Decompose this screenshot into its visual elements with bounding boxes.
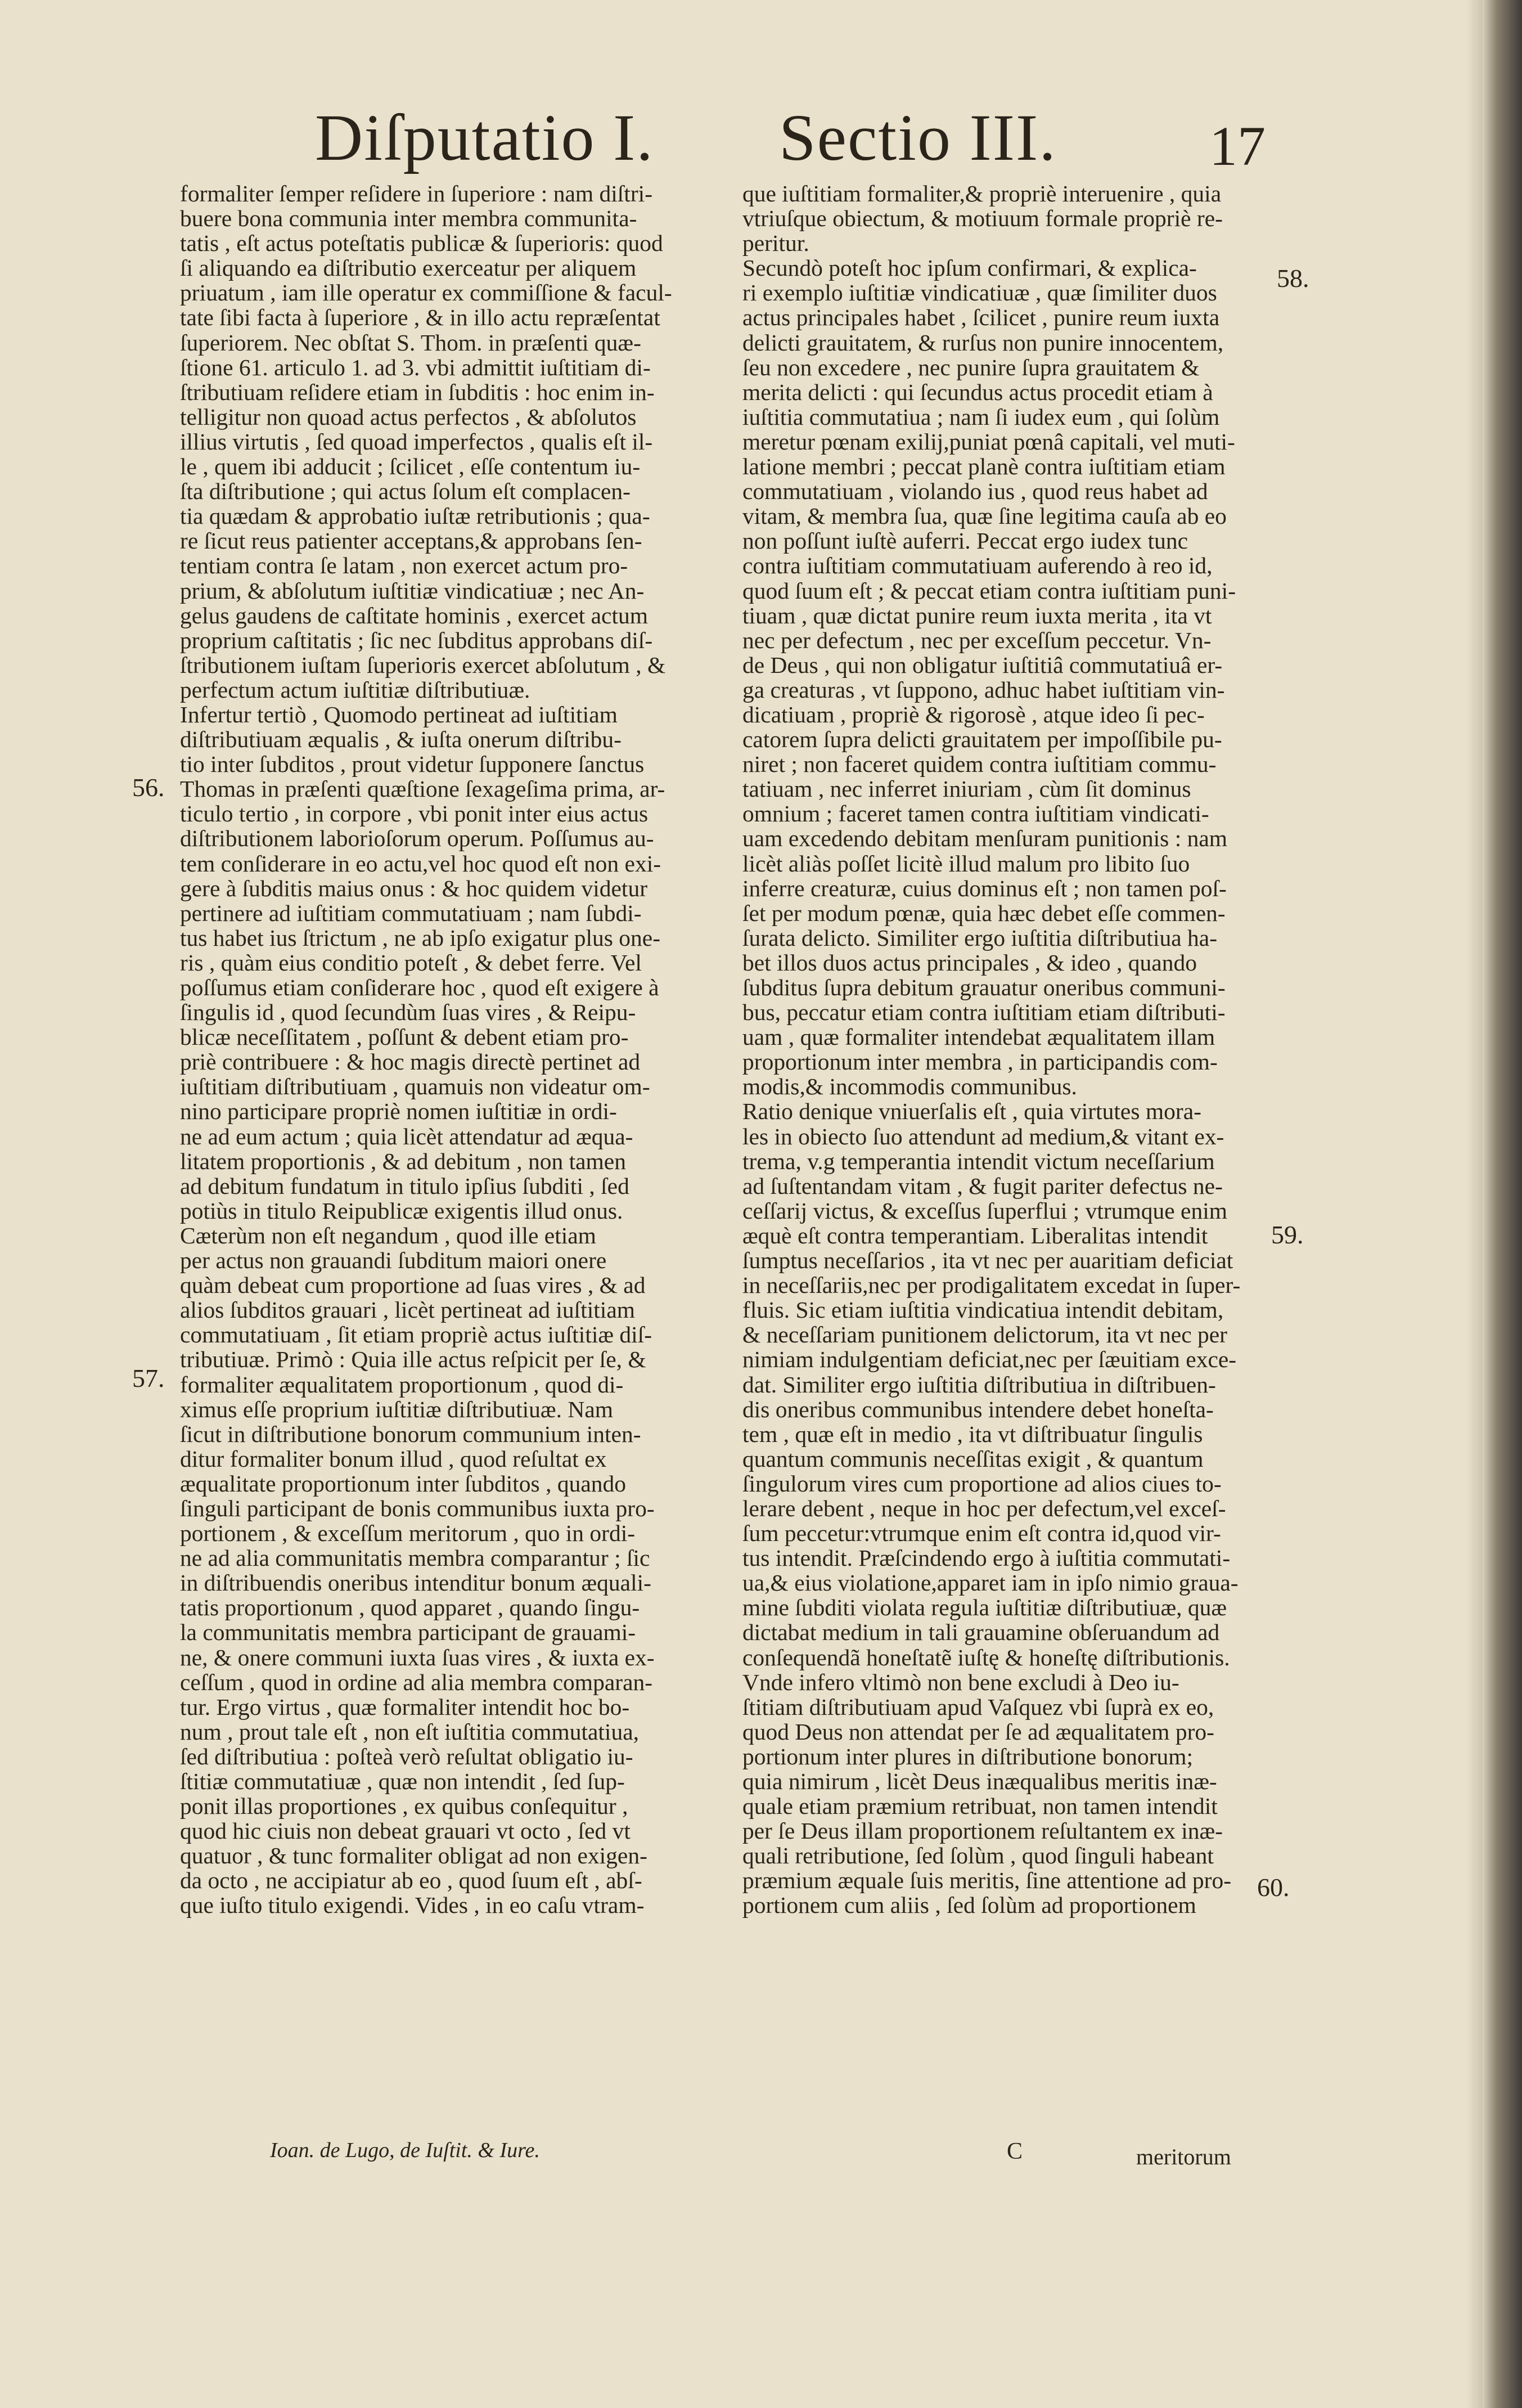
text-line: tributiuæ. Primò : Quia ille actus reſpicit per ſe, & [180,1346,646,1373]
text-line: quod ſuum eſt ; & peccat etiam contra iuſtitiam puni- [742,577,1236,604]
margin-number-58: 58. [1277,264,1309,293]
text-line: quatuor , & tunc formaliter obligat ad non exigen- [180,1843,647,1869]
text-line: in neceſſariis,nec per prodigalitatem excedat in ſuper- [742,1272,1241,1299]
text-line: perfectum actum iuſtitiæ diſtributiuæ. [180,676,530,703]
text-line: tate ſibi facta à ſuperiore , & in illo actu repræſentat [180,304,660,331]
text-line: tem conſiderare in eo actu,vel hoc quod eſt non exi- [180,850,661,877]
text-line: non poſſunt iuſtè auferri. Peccat ergo iudex tunc [742,528,1188,554]
text-line: litatem proportionis , & ad debitum , non tamen [180,1148,626,1174]
text-line: dicatiuam , propriè & rigorosè , atque ideo ſi pec- [742,701,1205,727]
text-line: ne, & onere communi iuxta ſuas vires , & iuxta ex- [180,1644,655,1670]
text-line: trema, v.g temperantia intendit victum neceſſarium [742,1148,1215,1174]
book-gutter [1483,0,1522,2408]
header-sectio: Sectio III. [779,101,1057,174]
text-line: buere bona communia inter membra communita- [180,205,637,232]
text-line: ticulo tertio , in corpore , vbi ponit inter eius actus [180,801,649,827]
text-line: Ratio denique vniuerſalis eſt , quia virtutes mora- [742,1098,1201,1125]
text-line: pertinere ad iuſtitiam commutatiuam ; nam ſubdi- [180,900,642,926]
text-line: gelus gaudens de caſtitate hominis , exercet actum [180,602,649,628]
text-line: mine ſubditi violata regula iuſtitiæ diſtributiuæ, quæ [742,1594,1227,1621]
text-line: ſinguli participant de bonis communibus iuxta pro- [180,1495,655,1521]
text-line: tio inter ſubditos , prout videtur ſupponere ſanctus [180,751,645,778]
margin-number-60: 60. [1257,1873,1290,1902]
signature-mark: C [1007,2139,1023,2164]
text-line: æqualitate proportionum inter ſubditos , quando [180,1470,626,1497]
text-line: niret ; non faceret quidem contra iuſtitiam commu- [742,751,1217,778]
text-line: ad debitum fundatum in titulo ipſius ſubditi , ſed [180,1172,629,1199]
text-line: tem , quæ eſt in medio , ita vt diſtribuatur ſingulis [742,1421,1203,1447]
text-line: poſſumus etiam conſiderare hoc , quod eſt exigere à [180,974,659,1000]
text-line: ua,& eius violatione,apparet iam in ipſo nimio graua- [742,1570,1239,1596]
text-line: ſtitiam diſtributiuam apud Vaſquez vbi ſuprà ex eo, [742,1693,1214,1720]
text-line: bus, peccatur etiam contra iuſtitiam etiam diſtributi- [742,999,1226,1026]
text-line: tiuam , quæ dictat punire reum iuxta merita , ita vt [742,602,1212,628]
text-line: la communitatis membra participant de grauami- [180,1619,636,1646]
text-line: modis,& incommodis communibus. [742,1073,1077,1100]
text-line: priè contribuere : & hoc magis directè pertinet ad [180,1049,641,1075]
text-line: Vnde infero vltimò non bene excludi à Deo iu- [742,1669,1179,1695]
text-line: les in obiecto ſuo attendunt ad medium,& vitant ex- [742,1123,1224,1149]
text-line: ponit illas proportiones , ex quibus conſequitur , [180,1793,628,1820]
text-line: ſeu non excedere , nec punire ſupra grauitatem & [742,354,1200,380]
text-line: delicti grauitatem, & rurſus non punire innocentem, [742,329,1224,356]
text-line: portionem cum aliis , ſed ſolùm ad proportionem [742,1892,1196,1919]
text-line: quàm debeat cum proportione ad ſuas vires , & ad [180,1272,646,1299]
text-line: da octo , ne accipiatur ab eo , quod ſuum eſt , abſ- [180,1867,642,1894]
header-disputatio: Diſputatio I. [315,101,654,174]
text-line: ſed diſtributiua : poſteà verò reſultat obligatio iu- [180,1743,633,1769]
text-line: ſingulis id , quod ſecundùm ſuas vires , & Reipu- [180,999,636,1026]
margin-number-57: 57. [132,1364,165,1392]
text-line: commutatiuam , violando ius , quod reus habet ad [742,478,1208,505]
text-line: diſtributionem laborioſorum operum. Poſſumus au- [180,825,654,852]
text-line: ri exemplo iuſtitiæ vindicatiuæ , quæ ſimiliter duos [742,280,1217,306]
text-line: Thomas in præſenti quæſtione ſexageſima prima, ar- [180,776,665,802]
text-line: ſicut in diſtributione bonorum communium inten- [180,1421,641,1447]
text-line: proprium caſtitatis ; ſic nec ſubditus approbans diſ- [180,627,653,653]
text-line: diſtributiuam æqualis , & iuſta onerum diſtribu- [180,726,622,753]
running-header [0,98,1485,188]
text-line: tus habet ius ſtrictum , ne ab ipſo exigatur plus one- [180,924,661,951]
left-text-column [180,181,720,1918]
text-line: tatis , eſt actus poteſtatis publicæ & ſuperioris: quod [180,230,663,257]
text-line: re ſicut reus patienter acceptans,& approbans ſen- [180,528,642,554]
text-line: dat. Similiter ergo iuſtitia diſtributiua in diſtribuen- [742,1371,1216,1398]
text-line: illius virtutis , ſed quoad imperfectos , qualis eſt il- [180,428,653,455]
catchword: meritorum [1136,2144,1231,2169]
text-line: in diſtribuendis oneribus intenditur bonum æquali- [180,1570,651,1596]
text-line: meretur pœnam exilij,puniat pœnâ capitali, vel muti- [742,428,1235,455]
text-line: catorem ſupra delicti grauitatem per impoſſibile pu- [742,726,1222,753]
text-line: nino participare propriè nomen iuſtitiæ in ordi- [180,1098,617,1125]
text-line: per ſe Deus illam proportionem reſultantem ex inæ- [742,1818,1223,1844]
text-line: ſta diſtributione ; qui actus ſolum eſt complacen- [180,478,631,505]
text-line: quia nimirum , licèt Deus inæqualibus meritis inæ- [742,1768,1217,1794]
text-line: tus intendit. Præſcindendo ergo à iuſtitia commutati- [742,1545,1231,1571]
text-line: num , prout tale eſt , non eſt iuſtitia commutatiua, [180,1718,639,1745]
text-line: quantum communis neceſſitas exigit , & quantum [742,1445,1204,1472]
text-line: licèt aliàs poſſet licitè illud malum pro libito ſuo [742,850,1190,877]
text-line: tatis proportionum , quod apparet , quando ſingu- [180,1594,640,1621]
text-line: ſi aliquando ea diſtributio exerceatur per aliquem [180,255,637,281]
text-line: blicæ neceſſitatem , poſſunt & debent etiam pro- [180,1024,629,1050]
text-line: peritur. [742,230,809,257]
text-line: dictabat medium in tali grauamine obſeruandum ad [742,1619,1220,1646]
text-line: priuatum , iam ille operatur ex commiſſione & facul- [180,280,672,306]
right-text-column [742,181,1260,1918]
text-line: præmium æquale ſuis meritis, ſine attentione ad pro- [742,1867,1232,1894]
text-line: æquè eſt contra temperantiam. Liberalitas intendit [742,1222,1208,1248]
text-line: omnium ; faceret tamen contra iuſtitiam vindicati- [742,801,1209,827]
text-line: ſurata delicto. Similiter ergo iuſtitia diſtributiua ha- [742,924,1218,951]
text-line: Infertur tertiò , Quomodo pertineat ad iuſtitiam [180,701,618,727]
text-line: tatiuam , nec inferret iniuriam , cùm ſit dominus [742,776,1191,802]
text-line: portionem , & exceſſum meritorum , quo in ordi- [180,1520,636,1547]
text-line: Secundò poteſt hoc ipſum confirmari, & explica- [742,255,1197,281]
text-line: vtriuſque obiectum, & motiuum formale propriè re- [742,205,1223,232]
text-line: actus principales habet , ſcilicet , punire reum iuxta [742,304,1220,331]
signature-line: Ioan. de Lugo, de Iuſtit. & Iure. [270,2139,540,2162]
text-line: latione membri ; peccat planè contra iuſtitiam etiam [742,453,1226,480]
text-line: potiùs in titulo Reipublicæ exigentis illud onus. [180,1197,623,1224]
text-line: formaliter æqualitatem proportionum , quod di- [180,1371,624,1398]
text-line: ſuperiorem. Nec obſtat S. Thom. in præſenti quæ- [180,329,641,356]
text-line: ximus eſſe proprium iuſtitiæ diſtributiuæ. Nam [180,1396,614,1422]
text-line: ris , quàm eius conditio poteſt , & debet ferre. Vel [180,949,642,976]
text-line: ne ad eum actum ; quia licèt attendatur ad æqua- [180,1123,633,1149]
text-line: quale etiam præmium retribuat, non tamen intendit [742,1793,1218,1820]
text-line: vitam, & membra ſua, quæ ſine legitima cauſa ab eo [742,503,1227,529]
text-line: portionum inter plures in diſtributione bonorum; [742,1743,1194,1769]
text-line: Cæterùm non eſt negandum , quod ille etiam [180,1222,596,1248]
text-line: ſubditus ſupra debitum grauatur oneribus communi- [742,974,1226,1000]
text-line: ſingulorum vires cum proportione ad alios ciues to- [742,1470,1222,1497]
text-line: dis oneribus communibus intendere debet honeſta- [742,1396,1214,1422]
text-line: ſtitiæ commutatiuæ , quæ non intendit , ſed ſup- [180,1768,625,1794]
text-line: merita delicti : qui ſecundus actus procedit etiam à [742,379,1213,405]
text-line: prium, & abſolutum iuſtitiæ vindicatiuæ ; nec An- [180,577,645,604]
text-line: tia quædam & approbatio iuſtæ retributionis ; qua- [180,503,650,529]
text-line: ga creaturas , vt ſuppono, adhuc habet iuſtitiam vin- [742,676,1225,703]
text-line: ceſſum , quod in ordine ad alia membra comparan- [180,1669,653,1695]
text-line: nec per defectum , nec per exceſſum peccetur. Vn- [742,627,1212,653]
text-line: iuſtitiam diſtributiuam , quamuis non videatur om- [180,1073,650,1100]
margin-number-56: 56. [132,773,165,802]
text-line: telligitur non quoad actus perfectos , & abſolutos [180,403,637,430]
text-line: iuſtitia commutatiua ; nam ſi iudex eum , qui ſolùm [742,403,1220,430]
text-line: per actus non grauandi ſubditum maiori onere [180,1247,607,1274]
text-line: que iuſto titulo exigendi. Vides , in eo caſu vtram- [180,1892,645,1919]
text-line: formaliter ſemper reſidere in ſuperiore : nam diſtri- [180,181,653,206]
text-line: ſum peccetur:vtrumque enim eſt contra id,quod vir- [742,1520,1221,1547]
text-line: ſtributiuam reſidere etiam in ſubditis : hoc enim in- [180,379,655,405]
text-line: lerare debent , neque in hoc per defectum,vel exceſ- [742,1495,1226,1521]
text-line: ſtione 61. articulo 1. ad 3. vbi admittit iuſtitiam di- [180,354,651,380]
text-line: ceſſarij victus, & exceſſus ſuperflui ; vtrumque enim [742,1197,1228,1224]
text-line: quod Deus non attendat per ſe ad æqualitatem pro- [742,1718,1214,1745]
text-line: fluis. Sic etiam iuſtitia vindicatiua intendit debitam, [742,1297,1224,1323]
margin-number-59: 59. [1271,1220,1304,1249]
text-line: ne ad alia communitatis membra comparantur ; ſic [180,1545,650,1571]
text-line: ſtributionem iuſtam ſuperioris exercet abſolutum , & [180,652,666,678]
text-line: de Deus , qui non obligatur iuſtitiâ commutatiuâ er- [742,652,1223,678]
text-line: le , quem ibi adducit ; ſcilicet , eſſe contentum iu- [180,453,641,480]
text-line: tentiam contra ſe latam , non exercet actum pro- [180,552,628,579]
text-line: ſumptus neceſſarios , ita vt nec per auaritiam deficiat [742,1247,1233,1274]
text-line: proportionum inter membra , in participandis com- [742,1049,1218,1075]
text-line: alios ſubditos grauari , licèt pertineat ad iuſtitiam [180,1297,636,1323]
text-line: quod hic ciuis non debeat grauari vt octo , ſed vt [180,1818,631,1844]
text-line: contra iuſtitiam commutatiuam auferendo à reo id, [742,552,1213,579]
text-line: quali retributione, ſed ſolùm , quod ſinguli habeant [742,1843,1214,1869]
text-line: nimiam indulgentiam deficiat,nec per ſæuitiam exce- [742,1346,1237,1373]
text-line: uam , quæ formaliter intendebat æqualitatem illam [742,1024,1215,1050]
text-line: bet illos duos actus principales , & ideo , quando [742,949,1197,976]
page-edge-shadow [1466,0,1483,2408]
text-line: gere à ſubditis maius onus : & hoc quidem videtur [180,875,648,901]
text-line: ſet per modum pœnæ, quia hæc debet eſſe commen- [742,900,1226,926]
text-line: uam excedendo debitam menſuram punitionis : nam [742,825,1228,852]
text-line: commutatiuam , ſit etiam propriè actus iuſtitiæ diſ- [180,1322,652,1348]
text-line: inferre creaturæ, cuius dominus eſt ; non tamen poſ- [742,875,1227,901]
text-line: que iuſtitiam formaliter,& propriè interuenire , quia [742,181,1222,206]
text-line: conſequendã honeſtatẽ iuſtę & honeſtę diſtributionis. [742,1644,1230,1670]
text-line: tur. Ergo virtus , quæ formaliter intendit hoc bo- [180,1693,630,1720]
text-line: ad ſuſtentandam vitam , & fugit pariter defectus ne- [742,1172,1223,1199]
page-number: 17 [1209,115,1266,177]
text-line: ditur formaliter bonum illud , quod reſultat ex [180,1445,607,1472]
text-line: & neceſſariam punitionem delictorum, ita vt nec per [742,1322,1227,1348]
